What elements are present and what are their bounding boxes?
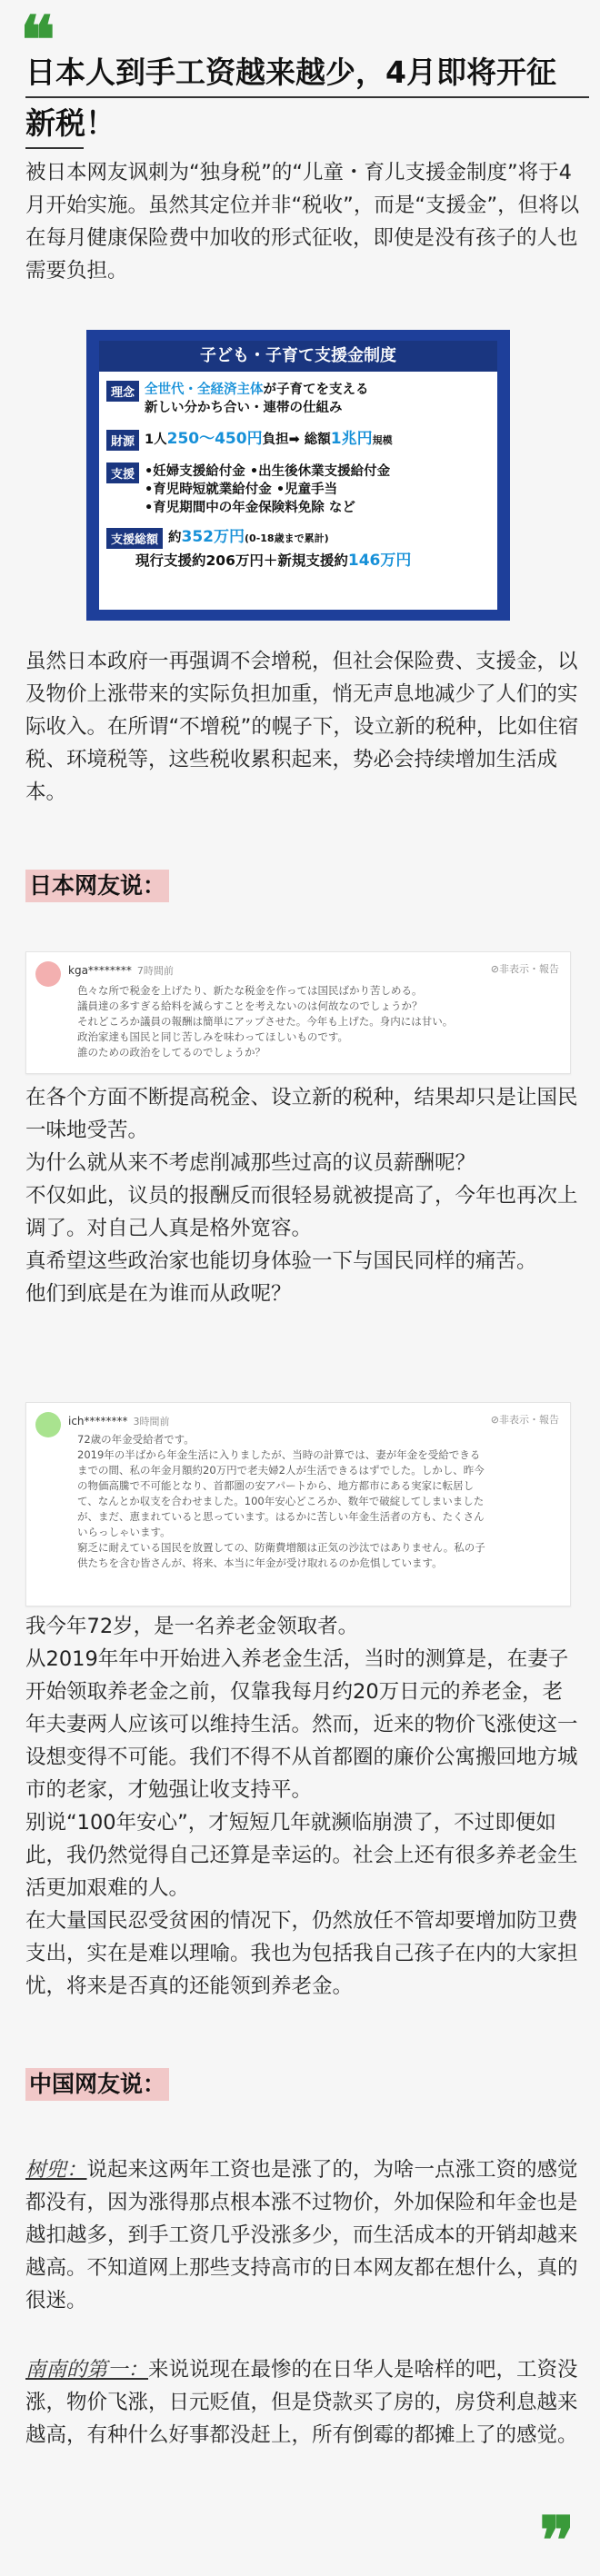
tag-concept: 理念 [106, 381, 139, 402]
total-amount: 352万円 [181, 528, 245, 546]
comment-line: て、なんとか収支を合わせました。100年安心どころか、数年で破綻してしまいました [77, 1495, 485, 1507]
tag-support: 支援 [106, 462, 139, 483]
comment-card-2 [25, 1402, 571, 1606]
news-infographic [86, 330, 510, 621]
hide-report-link[interactable]: ⊘非表示・報告 [490, 1414, 559, 1426]
finance-text-2: 負担➡ 総額 [262, 433, 331, 447]
finance-total: 1兆円 [330, 430, 373, 448]
comment-body [77, 1432, 554, 1571]
news-header: 子ども・子育て支援金制度 [99, 341, 497, 372]
title-underline-short [25, 147, 84, 149]
concept-text: が子育てを支える [263, 383, 369, 397]
comment-line: 誰のための政治をしてるのでしょうか？ [77, 1046, 265, 1059]
concept-text-2: 新しい分かち合い・連帯の仕組み [145, 401, 343, 415]
cn-comment-1-user: 树兜： [25, 2158, 87, 2182]
tag-finance: 財源 [106, 430, 139, 451]
section-title-japanese: 日本网友说： [25, 870, 169, 902]
breakdown-text: 現行支援約206万円＋新規支援約 [135, 552, 348, 569]
section-title-chinese: 中国网友说： [25, 2068, 169, 2101]
comment-line: 供たちを含む皆さんが、将来、本当に年金が受け取れるのか危惧しています。 [77, 1557, 443, 1569]
support-item-3: •育児期間中の年金保険料免除 など [145, 501, 355, 515]
avatar [35, 1412, 61, 1437]
comment-line: いらっしゃいます。 [77, 1526, 171, 1538]
comment-line: までの間、私の年金月額約20万円で老夫婦2人が生活できるはずでした。しかし、昨今 [77, 1464, 485, 1477]
hide-report-link[interactable]: ⊘非表示・報告 [490, 963, 559, 975]
comment-line: 政治家達も国民と同じ苦しみを味わってほしいものです。 [77, 1030, 348, 1043]
cn-comment-2-user: 南南的第一： [25, 2358, 149, 2382]
support-item-2: •育児時短就業給付金 •児童手当 [145, 482, 338, 497]
news-row-concept [106, 381, 490, 417]
comment-card-1 [25, 951, 571, 1074]
comment-time: 3時間前 [133, 1416, 170, 1427]
finance-unit: 規模 [372, 434, 393, 446]
body-paragraph-2: 虽然日本政府一再强调不会增税，但社会保险费、支援金，以及物价上涨带来的实际负担加重，悄无声息地减少了人们的实际收入。在所谓“不增税”的幌子下，设立新的税种，比如住宿税、环境税等，这些税收累积起来，势必会持续增加生活成本。 [25, 650, 579, 804]
total-text: 約 [168, 531, 182, 545]
news-row-support [106, 462, 490, 517]
cn-comment-1 [25, 2153, 580, 2317]
tag-total: 支援総額 [106, 528, 163, 549]
close-quote-icon: ❞ [539, 2501, 575, 2576]
comment-body [77, 983, 554, 1060]
comment-user: ich******** 3時間前 [68, 1415, 170, 1427]
news-row-finance [106, 430, 490, 451]
cn-comment-1-text: 说起来这两年工资也是涨了的，为啥一点涨工资的感觉都没有，因为涨得那点根本涨不过物价，外加保险和年金也是越扣越多，到手工资几乎没涨多少，而生活成本的开销却越来越高。不知道网上那些支持高市的日本网友都在想什么，真的很迷。 [25, 2158, 578, 2312]
comment-line: 72歳の年金受給者です。 [77, 1433, 195, 1446]
support-item-1: •妊婦支援給付金 •出生後休業支援給付金 [145, 464, 391, 479]
finance-amount: 250～450円 [166, 430, 263, 448]
comment-line: 窮乏に耐えている国民を放置しての、防衛費増額は正気の沙汰ではありません。私の子 [77, 1541, 485, 1554]
open-quote-icon: ❝ [20, 1, 55, 78]
comment-line: 2019年の半ばから年金生活に入りましたが、当時の計算では、妻が年金を受給できる [77, 1448, 481, 1461]
comment-time: 7時間前 [136, 965, 174, 977]
avatar [35, 961, 61, 987]
comment-line: 議員達の多すぎる給料を減らすことを考えないのは何故なのでしょうか？ [77, 1000, 423, 1012]
comment-1-translation: 在各个方面不断提高税金、设立新的税种，结果却只是让国民一味地受苦。 为什么就从来不考虑削减那些过高的议员薪酬呢？ 不仅如此，议员的报酬反而很轻易就被提高了，今年也再次上调了。对自己人真是格外宽容。 真希望这些政治家也能切身体验一下与国民同样的痛苦。 他们到底是在为谁而从政呢？ [25, 1086, 578, 1306]
concept-highlight: 全世代・全経済主体 [145, 383, 264, 397]
news-row-breakdown [135, 552, 490, 570]
cn-comment-2-text: 来说说现在最惨的在日华人是啥样的吧，工资没涨，物价飞涨，日元贬值，但是贷款买了房的，房贷利息越来越高，有种什么好事都没赶上，所有倒霉的都摊上了的感觉。 [25, 2358, 578, 2447]
intro-paragraph: 被日本网友讽刺为“独身税”的“儿童・育儿支援金制度”将于4月开始实施。虽然其定位并非“税收”，而是“支援金”，但将以在每月健康保险费中加收的形式征收，即使是没有孩子的人也需要负担。 [25, 161, 580, 283]
cn-comment-2 [25, 2353, 580, 2452]
article-title: 日本人到手工资越来越少，4月即将开征新税！ [25, 55, 556, 141]
comment-line: が、まだ、恵まれていると思っています。はるかに苦しい年金生活者の方も、たくさん [77, 1510, 485, 1523]
comment-user: kga******** 7時間前 [68, 964, 174, 977]
breakdown-amount: 146万円 [347, 552, 412, 570]
title-underline [25, 96, 589, 98]
comment-line: の物価高騰で不可能となり、首都圏の安アパートから、地方都市にある実家に転居し [77, 1479, 475, 1492]
comment-2-translation: 我今年72岁，是一名养老金领取者。 从2019年年中开始进入养老金生活，当时的测算是，在妻子开始领取养老金之前，仅靠我每月约20万日元的养老金，老年夫妻两人应该可以维持生活。然而，近来的物价飞涨使这一设想变得不可能。我们不得不从首都圈的廉价公寓搬回地方城市的老家，才勉强让收支持平。 别说“100年安心”，才短短几年就濒临崩溃了，不过即便如此，我仍然觉得自己还算是幸运的。社会上还有很多养老金生活更加艰难的人。 在大量国民忍受贫困的情况下，仍然放任不管却要增加防卫费支出，实在是难以理喻。我也为包括我自己孩子在内的大家担忧，将来是否真的还能领到养老金。 [25, 1615, 578, 1998]
news-row-total [106, 528, 490, 549]
finance-text: 1人 [145, 433, 167, 447]
total-note: (0-18歳まで累計) [245, 532, 329, 544]
comment-line: それどころか議員の報酬は簡単にアップさせた。今年も上げた。身内には甘い。 [77, 1015, 454, 1028]
comment-line: 色々な所で税金を上げたり、新たな税金を作っては国民ばかり苦しめる。 [77, 984, 423, 997]
